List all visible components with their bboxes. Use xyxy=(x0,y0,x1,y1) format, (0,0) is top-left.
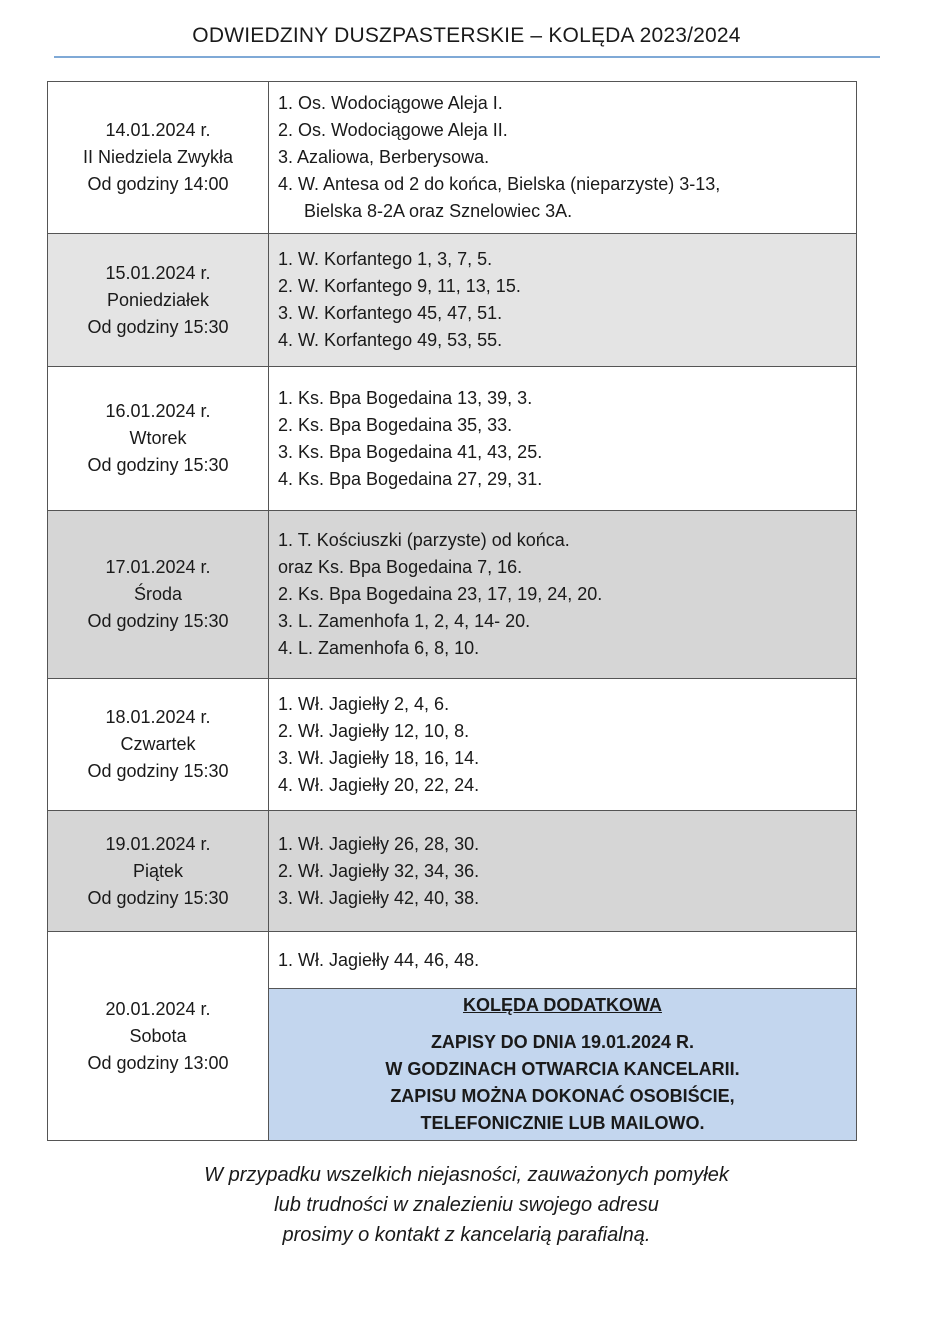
address-line: 3. W. Korfantego 45, 47, 51. xyxy=(278,303,503,323)
extra-visit-title: KOLĘDA DODATKOWA xyxy=(463,995,662,1015)
table-row xyxy=(48,234,857,367)
address-line: 1. Ks. Bpa Bogedaina 13, 39, 3. xyxy=(278,387,533,408)
visit-date: 14.01.2024 r. xyxy=(105,120,211,140)
address-line: 2. Wł. Jagiełły 32, 34, 36. xyxy=(278,860,480,881)
address-line: 1. Wł. Jagiełły 2, 4, 6. xyxy=(278,693,450,714)
extra-visit-box xyxy=(269,989,857,1141)
address-line: 3. Azaliowa, Berberysowa. xyxy=(278,147,490,167)
address-line: 1. Wł. Jagiełły 44, 46, 48. xyxy=(278,949,480,970)
footer-line: prosimy o kontakt z kancelarią parafialną. xyxy=(282,1224,651,1246)
address-line: 1. Wł. Jagiełły 26, 28, 30. xyxy=(278,833,480,854)
address-cell xyxy=(269,679,857,811)
address-line: 2. Wł. Jagiełły 12, 10, 8. xyxy=(278,720,470,741)
visit-time: Od godziny 15:30 xyxy=(87,611,229,631)
address-line: 1. T. Kościuszki (parzyste) od końca. xyxy=(278,530,570,550)
visit-day: Czwartek xyxy=(120,734,196,754)
address-cell xyxy=(269,511,857,679)
visit-day: II Niedziela Zwykła xyxy=(82,147,234,167)
address-line: 4. Ks. Bpa Bogedaina 27, 29, 31. xyxy=(278,468,543,489)
extra-visit-line: ZAPISY DO DNIA 19.01.2024 R. xyxy=(430,1032,695,1052)
address-line: Bielska 8-2A oraz Sznelowiec 3A. xyxy=(304,201,573,221)
day-cell xyxy=(48,811,269,932)
visit-day: Sobota xyxy=(129,1025,187,1046)
table-row xyxy=(48,511,857,679)
visit-day: Piątek xyxy=(132,860,184,881)
address-cell xyxy=(269,234,857,367)
visit-date: 20.01.2024 r. xyxy=(105,998,211,1019)
address-line: 1. Os. Wodociągowe Aleja I. xyxy=(278,93,503,113)
address-line: 3. L. Zamenhofa 1, 2, 4, 14- 20. xyxy=(278,611,531,631)
extra-visit-line: TELEFONICZNIE LUB MAILOWO. xyxy=(420,1113,705,1133)
address-line: 3. Wł. Jagiełły 42, 40, 38. xyxy=(278,887,480,908)
address-line: 2. W. Korfantego 9, 11, 13, 15. xyxy=(278,276,521,296)
day-cell xyxy=(48,679,269,811)
address-cell xyxy=(269,367,857,511)
address-cell xyxy=(269,811,857,932)
visit-day: Wtorek xyxy=(129,428,187,448)
visit-date: 15.01.2024 r. xyxy=(105,262,211,283)
address-cell xyxy=(269,82,857,234)
address-line: oraz Ks. Bpa Bogedaina 7, 16. xyxy=(278,557,523,577)
address-cell xyxy=(269,932,857,989)
table-row xyxy=(48,811,857,932)
address-line: 2. Ks. Bpa Bogedaina 23, 17, 19, 24, 20. xyxy=(278,584,603,604)
visit-time: Od godziny 13:00 xyxy=(87,1052,229,1073)
visit-date: 19.01.2024 r. xyxy=(105,833,211,854)
visit-time: Od godziny 15:30 xyxy=(87,316,229,337)
visit-date: 18.01.2024 r. xyxy=(105,707,211,727)
footer-line: W przypadku wszelkich niejasności, zauważonych pomyłek xyxy=(204,1164,729,1186)
address-line: 4. W. Antesa od 2 do końca, Bielska (nieparzyste) 3-13, xyxy=(278,174,721,194)
visit-time: Od godziny 15:30 xyxy=(87,455,229,475)
visit-time: Od godziny 14:00 xyxy=(87,174,229,194)
extra-visit-line: ZAPISU MOŻNA DOKONAĆ OSOBIŚCIE, xyxy=(390,1086,735,1106)
address-line: 4. L. Zamenhofa 6, 8, 10. xyxy=(278,638,480,658)
visit-time: Od godziny 15:30 xyxy=(87,887,229,908)
visit-day: Środa xyxy=(133,584,183,604)
table-row xyxy=(48,679,857,811)
schedule-table xyxy=(47,81,857,1141)
footer-line: lub trudności w znalezieniu swojego adresu xyxy=(274,1194,659,1216)
day-cell xyxy=(48,511,269,679)
address-line: 4. W. Korfantego 49, 53, 55. xyxy=(278,330,503,350)
table-row xyxy=(48,932,857,989)
day-cell xyxy=(48,367,269,511)
page-title: ODWIEDZINY DUSZPASTERSKIE – KOLĘDA 2023/2024 xyxy=(192,24,741,47)
address-line: 2. Ks. Bpa Bogedaina 35, 33. xyxy=(278,414,513,435)
extra-visit-line: W GODZINACH OTWARCIA KANCELARII. xyxy=(385,1059,740,1079)
address-line: 3. Ks. Bpa Bogedaina 41, 43, 25. xyxy=(278,441,543,462)
title-underline xyxy=(54,56,880,58)
day-cell xyxy=(48,234,269,367)
footer-note xyxy=(0,1160,933,1250)
address-line: 3. Wł. Jagiełły 18, 16, 14. xyxy=(278,747,480,768)
day-cell xyxy=(48,82,269,234)
visit-date: 17.01.2024 r. xyxy=(105,557,211,577)
visit-date: 16.01.2024 r. xyxy=(105,401,211,421)
table-row xyxy=(48,367,857,511)
table-row xyxy=(48,82,857,234)
day-cell xyxy=(48,932,269,1141)
address-line: 1. W. Korfantego 1, 3, 7, 5. xyxy=(278,249,493,269)
address-line: 4. Wł. Jagiełły 20, 22, 24. xyxy=(278,774,480,795)
visit-time: Od godziny 15:30 xyxy=(87,761,229,781)
visit-day: Poniedziałek xyxy=(106,289,210,310)
address-line: 2. Os. Wodociągowe Aleja II. xyxy=(278,120,508,140)
